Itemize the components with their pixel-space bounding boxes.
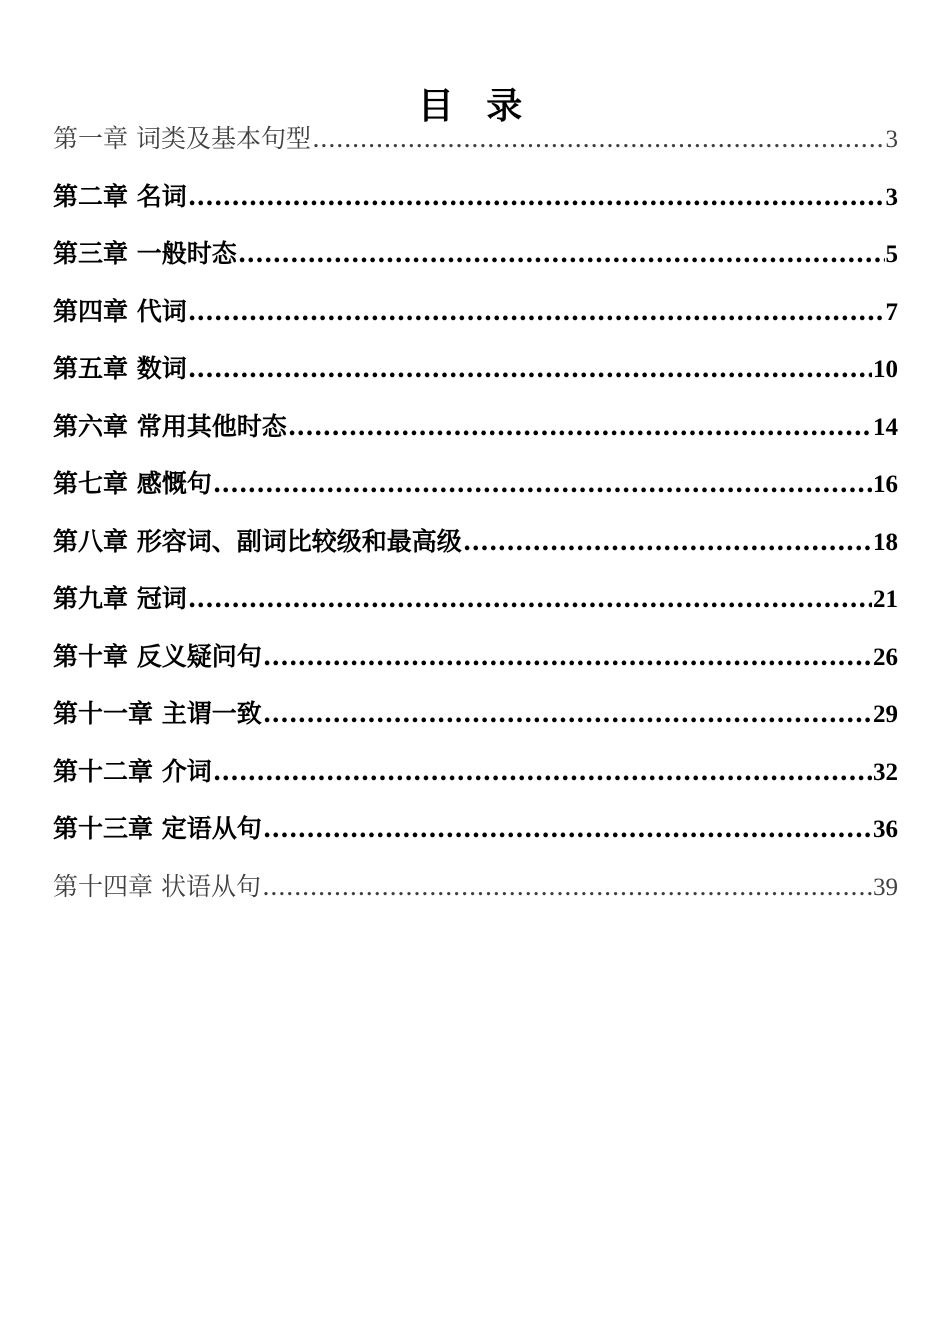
toc-entry-page: 26 <box>873 643 898 671</box>
toc-entry[interactable] <box>53 289 898 347</box>
toc-dot-leader <box>463 519 872 565</box>
toc-list <box>53 116 898 921</box>
toc-dot-leader <box>288 404 872 450</box>
toc-dot-leader <box>188 346 872 392</box>
toc-entry[interactable] <box>53 519 898 577</box>
toc-entry[interactable] <box>53 864 898 922</box>
toc-entry-label: 第九章 冠词 <box>53 584 187 613</box>
toc-dot-leader <box>213 749 872 795</box>
toc-entry[interactable] <box>53 691 898 749</box>
toc-entry-label: 第十一章 主谓一致 <box>53 699 262 728</box>
toc-entry-page: 3 <box>885 126 898 153</box>
toc-entry-label: 第一章 词类及基本句型 <box>53 124 311 153</box>
toc-entry[interactable] <box>53 346 898 404</box>
toc-entry-page: 14 <box>873 413 898 441</box>
toc-entry-page: 39 <box>873 873 898 901</box>
toc-entry[interactable] <box>53 749 898 807</box>
toc-entry-label: 第十四章 状语从句 <box>53 871 261 901</box>
toc-entry[interactable] <box>53 806 898 864</box>
toc-entry-page: 3 <box>885 183 898 211</box>
toc-entry-page: 18 <box>873 528 898 556</box>
toc-entry-page: 16 <box>873 471 898 498</box>
toc-entry-page: 21 <box>873 586 898 613</box>
toc-dot-leader <box>188 289 885 335</box>
toc-dot-leader <box>188 576 872 622</box>
toc-entry-page: 29 <box>873 701 898 728</box>
toc-dot-leader <box>238 231 885 277</box>
toc-entry-label: 第十章 反义疑问句 <box>53 641 262 671</box>
toc-dot-leader <box>213 461 872 507</box>
toc-entry-label: 第七章 感慨句 <box>53 469 212 498</box>
toc-entry-label: 第六章 常用其他时态 <box>53 411 287 441</box>
toc-entry-label: 第十三章 定语从句 <box>53 814 262 843</box>
toc-dot-leader <box>263 806 872 852</box>
toc-entry[interactable] <box>53 461 898 519</box>
toc-dot-leader <box>312 116 885 162</box>
toc-entry[interactable] <box>53 231 898 289</box>
toc-dot-leader <box>263 634 872 680</box>
toc-title: 目 录 <box>417 85 533 128</box>
toc-entry-label: 第二章 名词 <box>53 181 187 211</box>
toc-entry-label: 第五章 数词 <box>53 354 187 383</box>
toc-entry[interactable] <box>53 174 898 232</box>
toc-entry[interactable] <box>53 116 898 174</box>
toc-entry[interactable] <box>53 634 898 692</box>
toc-entry-label: 第十二章 介词 <box>53 756 212 786</box>
toc-entry-page: 36 <box>873 816 898 843</box>
toc-entry-label: 第八章 形容词、副词比较级和最高级 <box>53 526 462 556</box>
toc-dot-leader <box>188 174 885 220</box>
toc-entry[interactable] <box>53 404 898 462</box>
toc-entry[interactable] <box>53 576 898 634</box>
toc-entry-page: 7 <box>885 298 898 326</box>
toc-dot-leader <box>263 691 872 737</box>
toc-entry-label: 第四章 代词 <box>53 296 187 326</box>
toc-entry-page: 10 <box>873 356 898 383</box>
toc-entry-page: 5 <box>885 241 898 268</box>
toc-entry-label: 第三章 一般时态 <box>53 239 237 268</box>
toc-dot-leader <box>262 864 872 910</box>
toc-entry-page: 32 <box>873 758 898 786</box>
